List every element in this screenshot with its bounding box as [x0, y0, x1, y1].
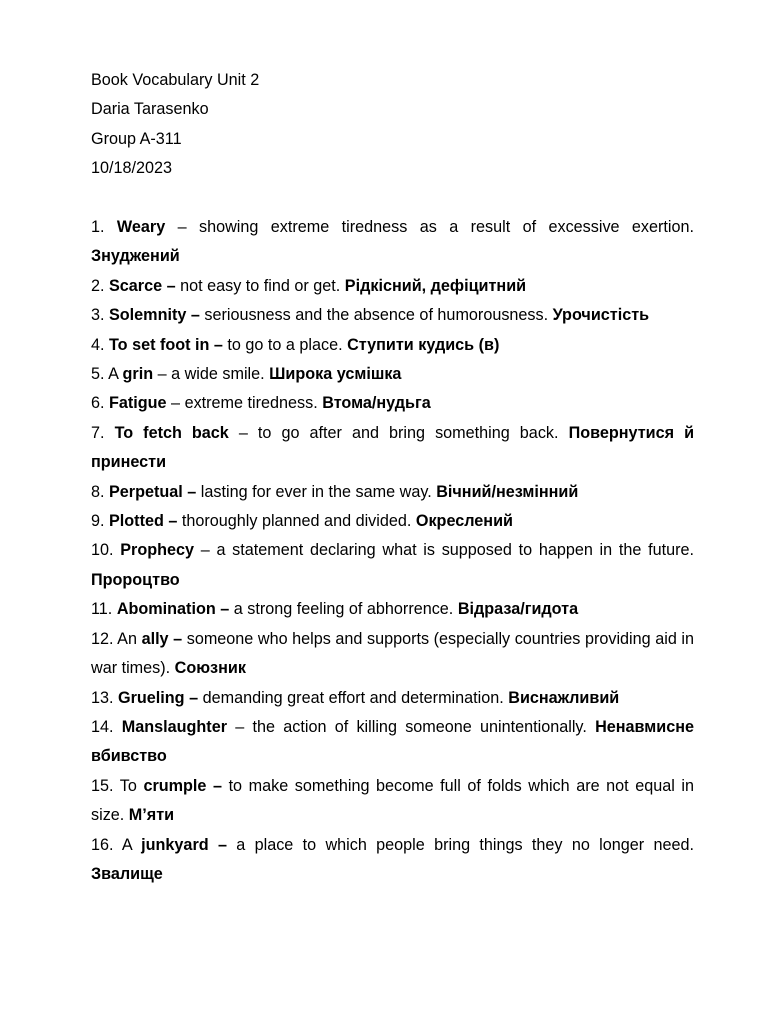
vocab-definition: someone who helps and supports (especially countries providing aid in war times). [91, 629, 694, 678]
vocab-translation: Ступити кудись (в) [347, 335, 500, 354]
vocab-entry [91, 331, 694, 360]
vocab-term: grin [122, 365, 154, 384]
entry-number: 15. To [91, 776, 144, 795]
vocab-term: crumple – [143, 776, 222, 795]
entry-number: 14. [91, 717, 122, 736]
vocab-definition: the action of killing someone unintentionally. [252, 717, 596, 736]
vocab-entry [91, 360, 694, 389]
vocab-definition: not easy to find or get. [180, 276, 345, 295]
vocab-term: Fatigue [109, 394, 167, 413]
vocab-entry [91, 478, 694, 507]
entry-dash [222, 777, 229, 795]
document-title: Book Vocabulary Unit 2 [91, 71, 260, 89]
vocab-definition: to go to a place. [227, 335, 348, 354]
vocab-entry [91, 301, 694, 330]
entry-dash: – [228, 423, 258, 442]
entry-dash: – [166, 394, 185, 413]
vocab-term: Perpetual – [109, 482, 197, 501]
vocab-definition: a wide smile. [171, 365, 270, 384]
vocab-definition: showing extreme tiredness as a result of excessive exertion. [199, 218, 695, 237]
vocab-definition: a statement declaring what is supposed to happen in the future. [216, 541, 694, 560]
vocab-translation: Окреслений [415, 512, 513, 531]
vocab-translation: Рідкісний, дефіцитний [344, 276, 527, 295]
vocab-entry [91, 595, 694, 624]
vocab-translation: Пророцтво [91, 570, 180, 589]
vocab-entry [91, 213, 694, 272]
vocab-term: Scarce – [109, 276, 176, 295]
entry-number: 7. [91, 423, 115, 442]
entry-number: 9. [91, 512, 109, 531]
document-page [91, 66, 694, 889]
author-name: Daria Tarasenko [91, 100, 209, 119]
vocab-term: Weary [116, 218, 166, 237]
entry-number: 11. [91, 600, 117, 619]
entry-number: 13. [91, 688, 119, 707]
entry-dash [227, 836, 236, 854]
vocab-entry [91, 507, 694, 536]
vocabulary-list [91, 213, 694, 889]
vocab-entry [91, 713, 694, 772]
vocab-definition: lasting for ever in the same way. [200, 482, 437, 501]
vocab-term: To fetch back [114, 423, 229, 442]
vocab-definition: to make something become full of folds which are not equal in size. [91, 776, 694, 825]
entry-dash: – [227, 717, 253, 736]
entry-number: 1. [91, 218, 117, 237]
vocab-entry [91, 625, 694, 684]
vocab-translation: Урочистість [552, 306, 650, 325]
vocab-translation: М’яти [128, 806, 175, 825]
vocab-entry [91, 536, 694, 595]
entry-number: 6. [91, 394, 109, 413]
spacer [91, 184, 694, 213]
vocab-translation: Знуджений [91, 247, 180, 266]
vocab-term: Manslaughter [121, 717, 228, 736]
vocab-entry [91, 272, 694, 301]
entry-number: 16. A [91, 835, 142, 854]
vocab-term: junkyard – [141, 835, 227, 854]
vocab-term: Abomination – [116, 600, 230, 619]
vocab-translation: Відраза/гидота [457, 600, 579, 619]
vocab-definition: seriousness and the absence of humorousness. [204, 306, 553, 325]
entry-dash: – [153, 365, 172, 384]
entry-number: 3. [91, 306, 109, 325]
vocab-translation: Союзник [174, 659, 246, 678]
vocab-definition: to go after and bring something back. [257, 423, 569, 442]
entry-dash: – [165, 218, 199, 237]
vocab-term: Solemnity – [109, 306, 200, 325]
entry-number: 12. An [91, 629, 142, 648]
vocab-translation: Втома/нудьга [322, 394, 431, 413]
vocab-term: Prophecy [120, 541, 195, 560]
vocab-translation: Ненавмисне вбивство [91, 717, 694, 766]
entry-number: 10. [91, 541, 121, 560]
entry-number: 2. [91, 276, 109, 295]
vocab-entry [91, 772, 694, 831]
vocab-definition: demanding great effort and determination. [202, 688, 509, 707]
vocab-term: Plotted – [109, 512, 178, 531]
vocab-entry [91, 419, 694, 478]
entry-number: 4. [91, 335, 109, 354]
vocab-term: Grueling – [118, 688, 199, 707]
vocab-translation: Виснажливий [508, 688, 620, 707]
vocab-entry [91, 389, 694, 418]
vocab-translation: Звалище [91, 864, 163, 883]
entry-number: 5. A [91, 365, 123, 384]
vocab-entry [91, 831, 694, 890]
vocab-translation: Широка усмішка [269, 365, 402, 384]
vocab-translation: Вічний/незмінний [436, 482, 579, 501]
entry-number: 8. [91, 482, 109, 501]
vocab-definition: a place to which people bring things they no longer need. [236, 835, 694, 854]
vocab-translation: Повернутися й принести [91, 423, 695, 472]
entry-dash: – [194, 541, 217, 560]
vocab-term: ally – [141, 629, 183, 648]
vocab-definition: extreme tiredness. [184, 394, 323, 413]
vocab-definition: thoroughly planned and divided. [181, 512, 416, 531]
vocab-definition: a strong feeling of abhorrence. [233, 600, 458, 619]
vocab-term: To set foot in – [109, 335, 223, 354]
document-date: 10/18/2023 [91, 159, 173, 178]
vocab-entry [91, 684, 694, 713]
group-name: Group A-311 [91, 129, 182, 148]
